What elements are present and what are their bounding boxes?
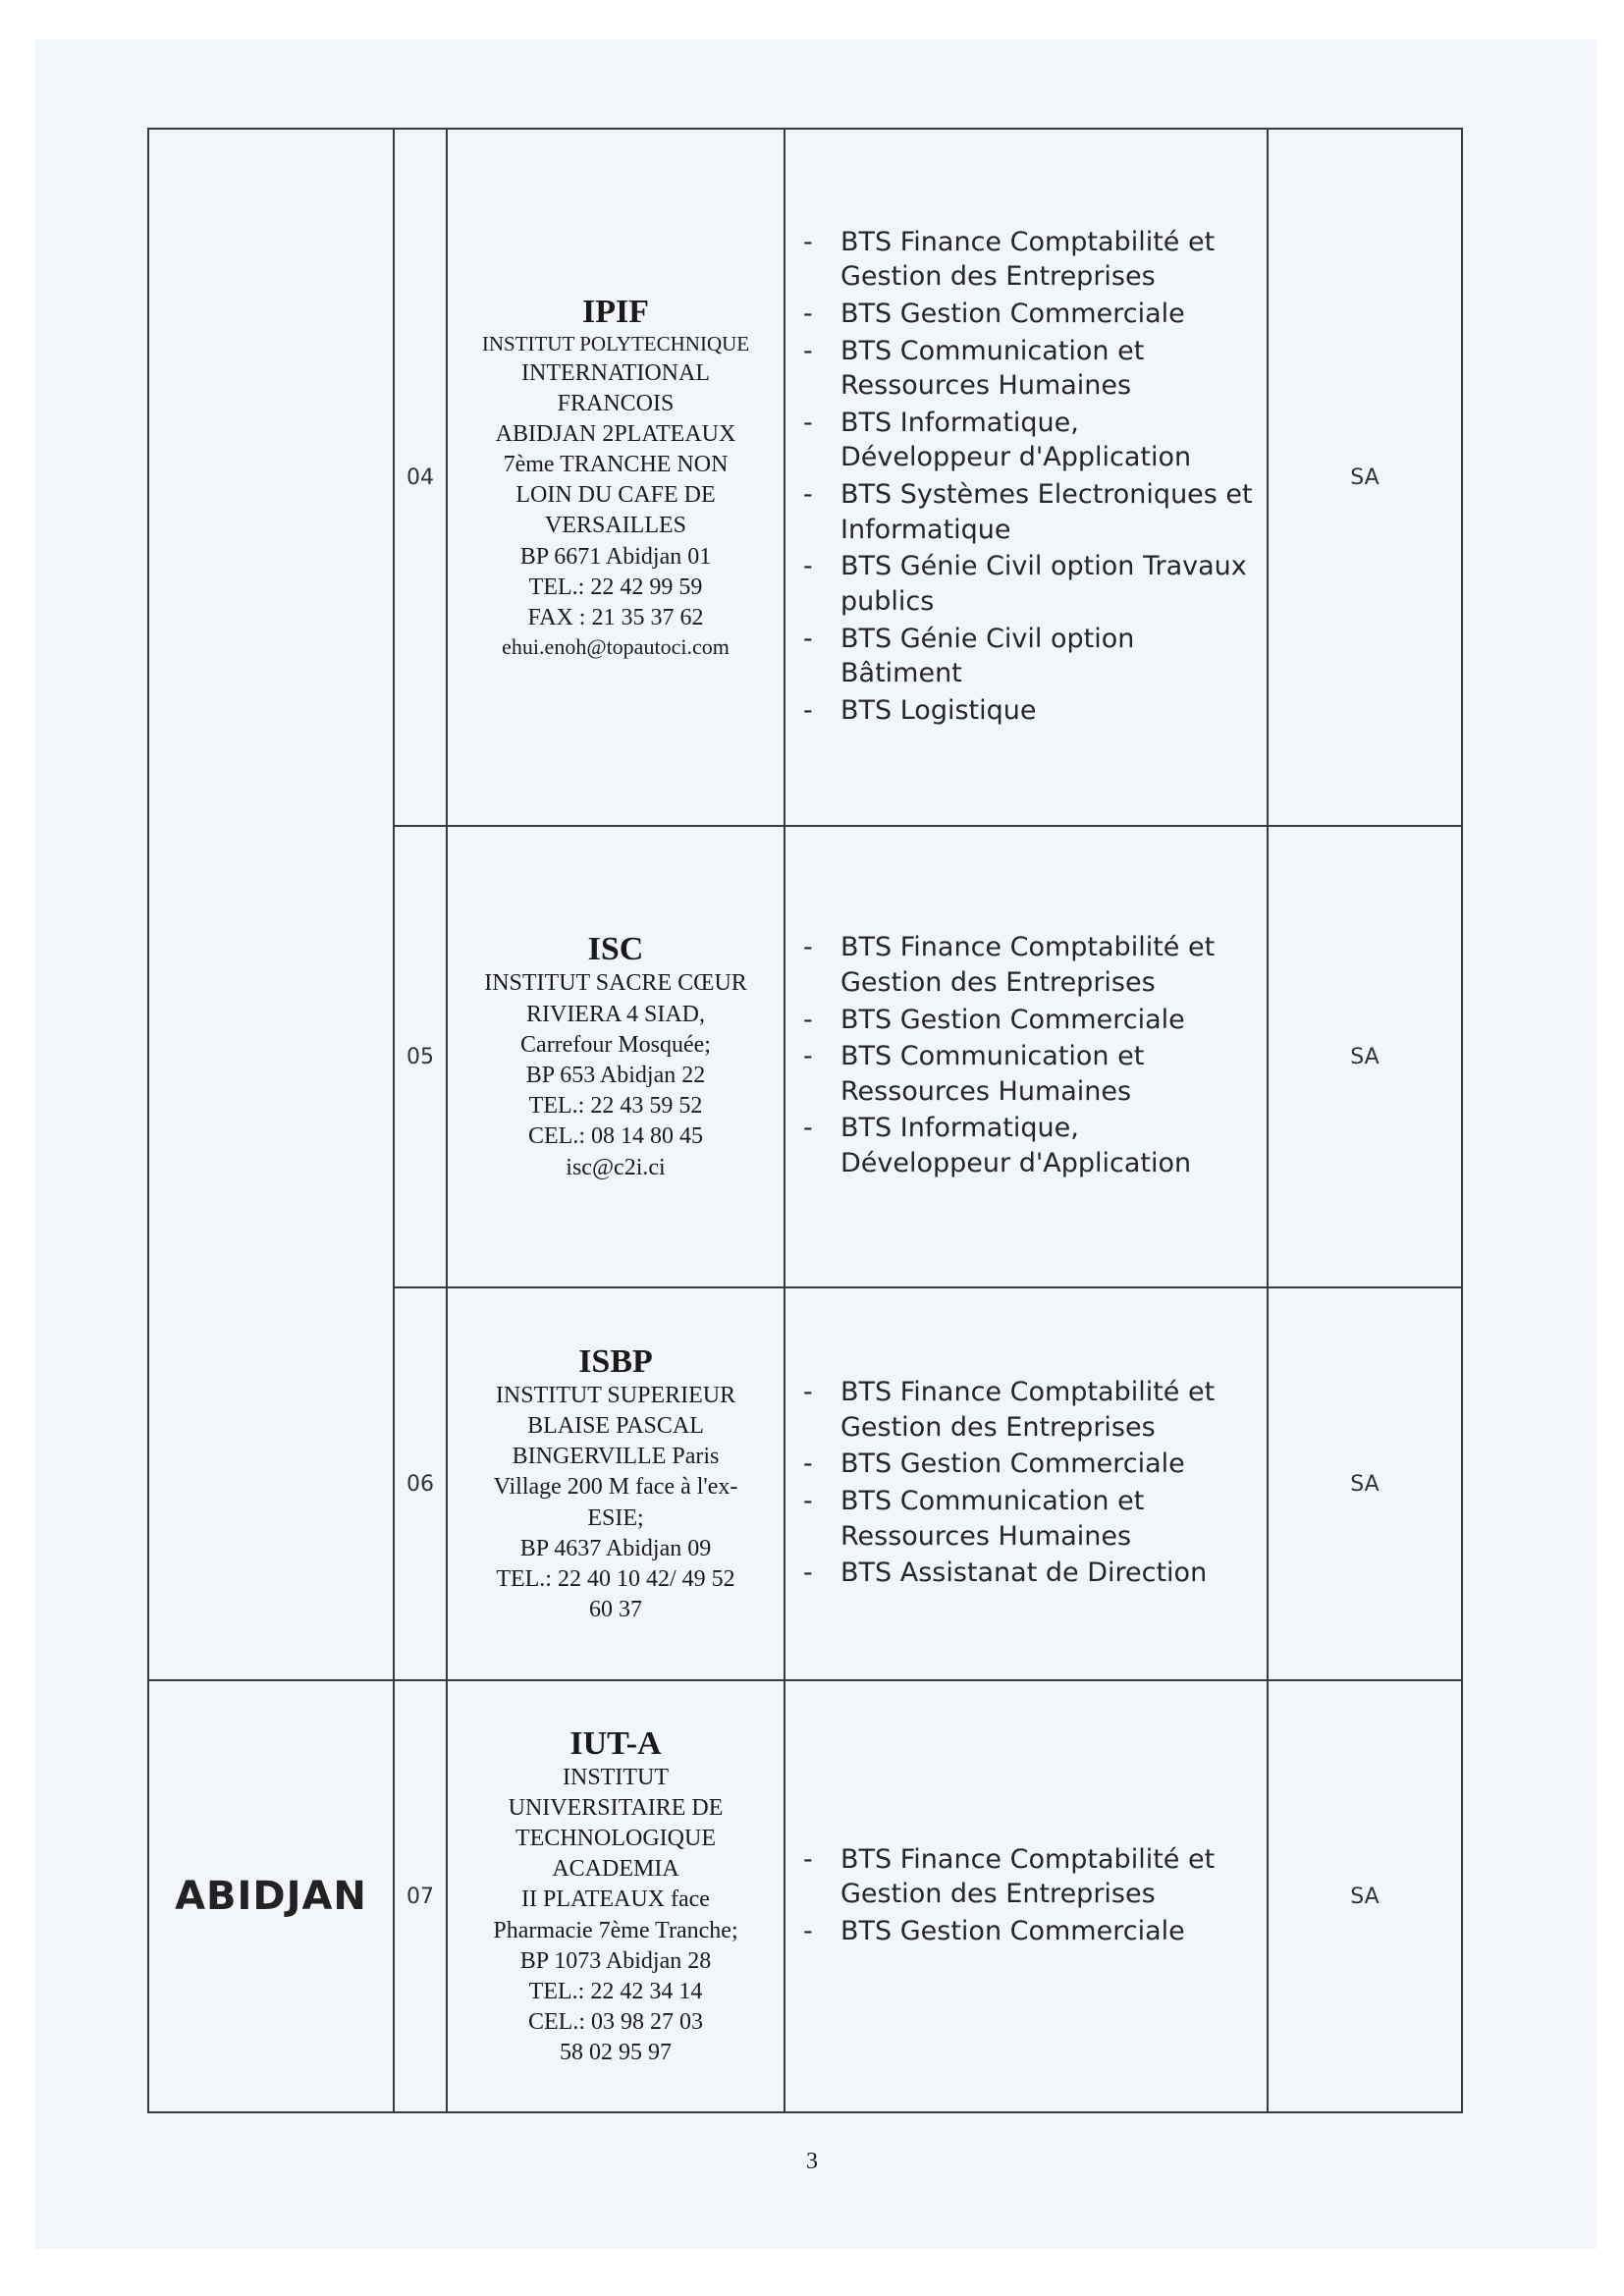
program-list xyxy=(795,1842,1257,1949)
page-number: 3 xyxy=(806,2149,818,2174)
bullet-dash: - xyxy=(803,1041,813,1072)
bullet-dash: - xyxy=(803,694,813,726)
institution-line: BP 6671 Abidjan 01 xyxy=(519,543,712,570)
bullet-dash: - xyxy=(803,226,813,257)
institution-line: 7ème TRANCHE NON xyxy=(503,452,729,478)
program-label: BTS Finance Comptabilité et Gestion des Entreprises xyxy=(840,1377,1216,1443)
institution-line: UNIVERSITAIRE DE xyxy=(508,1794,724,1821)
bullet-dash: - xyxy=(803,298,813,329)
program-label: BTS Finance Comptabilité et Gestion des Entreprises xyxy=(840,932,1216,998)
institution-line: RIVIERA 4 SIAD, xyxy=(525,1001,705,1027)
program-label: BTS Gestion Commerciale xyxy=(840,1004,1185,1035)
program-item xyxy=(795,622,1257,691)
institution-acronym: IPIF xyxy=(582,294,649,331)
table-row xyxy=(148,129,1462,826)
program-item xyxy=(795,1556,1257,1591)
institution-acronym: ISC xyxy=(587,931,644,968)
program-item xyxy=(795,693,1257,729)
bullet-dash: - xyxy=(803,1915,813,1946)
institution-email: isc@c2i.ci xyxy=(566,1154,666,1180)
programs-cell xyxy=(785,1680,1268,2112)
bullet-dash: - xyxy=(803,1449,813,1480)
institution-cell xyxy=(447,1287,785,1680)
schools-table xyxy=(147,128,1463,2113)
bullet-dash: - xyxy=(803,407,813,438)
institution-cell xyxy=(447,1680,785,2112)
bullet-dash: - xyxy=(803,1004,813,1035)
institution-line: TEL.: 22 40 10 42/ 49 52 xyxy=(496,1565,735,1592)
institution-line: CEL.: 03 98 27 03 xyxy=(528,2009,703,2036)
institution-cell xyxy=(447,129,785,826)
program-item xyxy=(795,1914,1257,1949)
program-label: BTS Logistique xyxy=(840,694,1037,726)
region-name: ABIDJAN xyxy=(175,1874,367,1919)
institution-line: LOIN DU CAFE DE xyxy=(515,482,716,509)
institution-line: BINGERVILLE Paris xyxy=(512,1444,720,1470)
institution-line: VERSAILLES xyxy=(545,513,686,539)
program-label: BTS Informatique, Développeur d'Application xyxy=(840,407,1192,473)
program-item xyxy=(795,1484,1257,1554)
program-item xyxy=(795,1842,1257,1912)
institution-line: ABIDJAN 2PLATEAUX xyxy=(495,420,736,447)
program-list xyxy=(795,1375,1257,1591)
institution-line: BLAISE PASCAL xyxy=(527,1412,704,1439)
row-number: 07 xyxy=(394,1680,447,2112)
bullet-dash: - xyxy=(803,335,813,366)
program-item xyxy=(795,1447,1257,1482)
program-item xyxy=(795,406,1257,475)
bullet-dash: - xyxy=(803,932,813,963)
bullet-dash: - xyxy=(803,1558,813,1589)
bullet-dash: - xyxy=(803,1843,813,1875)
institution-line: BP 1073 Abidjan 28 xyxy=(519,1947,712,1974)
program-label: BTS Génie Civil option Bâtiment xyxy=(840,623,1135,689)
program-label: BTS Finance Comptabilité et Gestion des Entreprises xyxy=(840,226,1216,293)
institution-line: INSTITUT SACRE CŒUR xyxy=(484,970,747,997)
institution-line: INTERNATIONAL xyxy=(521,359,710,386)
row-number: 04 xyxy=(394,129,447,826)
status-cell: SA xyxy=(1268,1287,1462,1680)
program-item xyxy=(795,1039,1257,1109)
row-number: 05 xyxy=(394,826,447,1287)
program-item xyxy=(795,1375,1257,1445)
institution-line: TEL.: 22 43 59 52 xyxy=(528,1093,703,1120)
institution-line: FRANCOIS xyxy=(557,390,675,416)
bullet-dash: - xyxy=(803,551,813,582)
program-item xyxy=(795,930,1257,1000)
program-label: BTS Informatique, Développeur d'Application xyxy=(840,1113,1192,1179)
institution-line: BP 4637 Abidjan 09 xyxy=(519,1535,712,1561)
program-label: BTS Génie Civil option Travaux publics xyxy=(840,551,1247,617)
institution-line: TECHNOLOGIQUE xyxy=(515,1825,716,1851)
program-list xyxy=(795,930,1257,1180)
program-label: BTS Gestion Commerciale xyxy=(840,1915,1185,1946)
program-item xyxy=(795,1003,1257,1038)
institution-line: 60 37 xyxy=(589,1597,642,1623)
bullet-dash: - xyxy=(803,479,813,510)
bullet-dash: - xyxy=(803,623,813,654)
institution-line: BP 653 Abidjan 22 xyxy=(525,1062,706,1088)
row-number: 06 xyxy=(394,1287,447,1680)
bullet-dash: - xyxy=(803,1377,813,1408)
institution-line: INSTITUT POLYTECHNIQUE xyxy=(481,332,750,356)
program-label: BTS Communication et Ressources Humaines xyxy=(840,335,1145,402)
status-cell: SA xyxy=(1268,129,1462,826)
institution-acronym: IUT-A xyxy=(569,1724,662,1762)
program-item xyxy=(795,477,1257,547)
program-label: BTS Finance Comptabilité et Gestion des Entreprises xyxy=(840,1843,1216,1910)
institution-line: ACADEMIA xyxy=(552,1856,679,1883)
institution-line: ESIE; xyxy=(587,1504,644,1531)
programs-cell xyxy=(785,1287,1268,1680)
institution-line: 58 02 95 97 xyxy=(560,2040,672,2066)
program-label: BTS Systèmes Electroniques et Informatique xyxy=(840,479,1253,545)
region-cell xyxy=(148,1680,394,2112)
institution-line: Pharmacie 7ème Tranche; xyxy=(493,1917,738,1943)
program-label: BTS Communication et Ressources Humaines xyxy=(840,1486,1145,1552)
bullet-dash: - xyxy=(803,1486,813,1516)
status-cell: SA xyxy=(1268,826,1462,1287)
program-label: BTS Communication et Ressources Humaines xyxy=(840,1041,1145,1107)
institution-acronym: ISBP xyxy=(578,1342,653,1380)
institution-line: TEL.: 22 42 99 59 xyxy=(528,574,703,600)
program-item xyxy=(795,1111,1257,1180)
program-label: BTS Gestion Commerciale xyxy=(840,1449,1185,1480)
programs-cell xyxy=(785,826,1268,1287)
status-cell: SA xyxy=(1268,1680,1462,2112)
program-item xyxy=(795,334,1257,404)
institution-cell xyxy=(447,826,785,1287)
institution-line: INSTITUT xyxy=(563,1764,669,1790)
program-item xyxy=(795,549,1257,619)
institution-line: II PLATEAUX face xyxy=(521,1886,710,1913)
institution-line: CEL.: 08 14 80 45 xyxy=(528,1123,703,1150)
institution-line: Carrefour Mosquée; xyxy=(520,1031,711,1058)
table-row xyxy=(148,1680,1462,2112)
program-label: BTS Gestion Commerciale xyxy=(840,298,1185,329)
institution-line: TEL.: 22 42 34 14 xyxy=(528,1978,703,2004)
program-item xyxy=(795,297,1257,332)
bullet-dash: - xyxy=(803,1113,813,1144)
institution-line: INSTITUT SUPERIEUR xyxy=(495,1382,736,1408)
institution-email: ehui.enoh@topautoci.com xyxy=(502,634,730,660)
program-list xyxy=(795,225,1257,729)
region-cell-empty xyxy=(148,129,394,1680)
programs-cell xyxy=(785,129,1268,826)
institution-line: Village 200 M face à l'ex- xyxy=(493,1474,738,1501)
institution-line: FAX : 21 35 37 62 xyxy=(527,605,704,631)
program-label: BTS Assistanat de Direction xyxy=(840,1558,1208,1589)
program-item xyxy=(795,225,1257,295)
